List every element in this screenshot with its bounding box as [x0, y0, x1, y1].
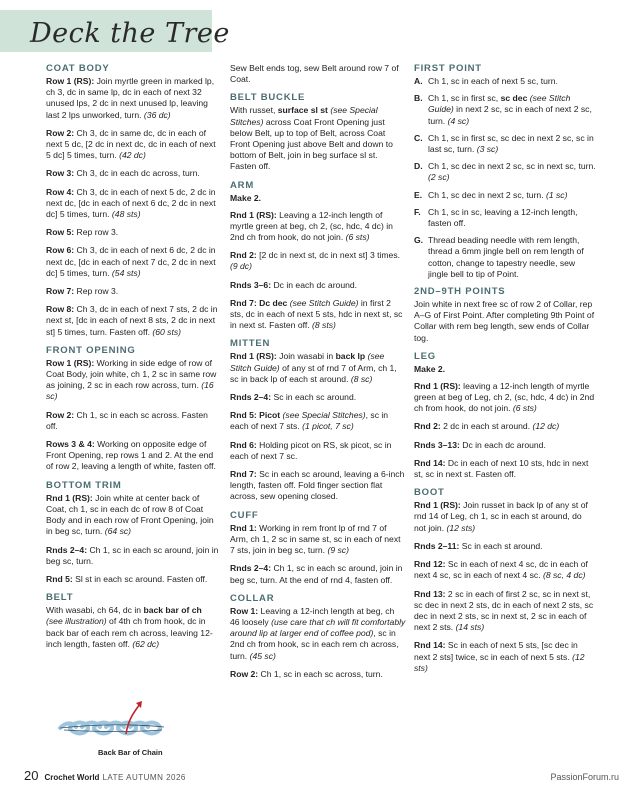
instruction-paragraph [414, 541, 596, 552]
instruction-text: Join white in next free sc of row 2 of Collar, rep A–G of First Point. After completing 9th Point of Collar with rem beg length, sew ends of Collar tog. [414, 299, 595, 343]
instruction-text: Rep row 3. [74, 227, 119, 238]
stitch-count-note: (45 sc) [249, 650, 276, 661]
instruction-paragraph [230, 105, 406, 172]
section [230, 92, 406, 172]
section [414, 487, 596, 674]
instruction-text: Sc in each st around. [459, 540, 543, 551]
instruction-paragraph [46, 439, 220, 473]
section [414, 351, 596, 480]
instruction-paragraph [46, 358, 220, 403]
stitch-count-note: (see Stitch Guide) [289, 297, 359, 308]
section [414, 63, 596, 280]
step-text [428, 161, 596, 183]
instruction-paragraph [414, 559, 596, 581]
instruction-text: Sc in each sc around. [271, 392, 357, 403]
instruction-text: Join myrtle green in marked lp, ch 3, dc in same lp, dc in each of next 32 unused lps, 2 dc in next unused lp, leaving last 2 lps unworked, turn. [46, 76, 215, 120]
instruction-paragraph [46, 168, 220, 179]
stitch-count-note: (62 dc) [132, 638, 160, 649]
section-heading: 2ND–9TH POINTS [414, 286, 506, 298]
make-count: Make 2. [230, 192, 262, 203]
instruction-text: With russet, [230, 105, 278, 116]
column-left [46, 63, 220, 657]
stitch-count-note: (12 sts) [446, 522, 476, 533]
instruction-label: Rnd 1 (RS): [414, 500, 461, 511]
section [414, 286, 596, 344]
instruction-paragraph [46, 76, 220, 121]
stitch-count-note: (60 sts) [152, 326, 182, 337]
instruction-text: 2 dc in each st around. [440, 421, 533, 432]
instruction-text: Ch 1, sc dec in next 2 sc, sc in next sc, turn. [428, 161, 596, 172]
stitch-count-note: (14 sts) [455, 622, 485, 633]
instruction-text: Ch 1, sc in first sc, [428, 93, 501, 104]
section [46, 592, 220, 650]
instruction-text: 2 sc in each of first 2 sc, sc in next st, sc dec in next 2 sts, dc in each of next 2 sts, sc dec in next 2 sts, sc in next st, 2 sc in each of next 2 sts. [414, 588, 594, 633]
section [230, 180, 406, 332]
instruction-paragraph [414, 640, 596, 674]
instruction-paragraph [414, 299, 596, 344]
section [46, 480, 220, 585]
instruction-text: Join russet in back lp of any st of rnd 14 of Leg, ch 1, sc in each st around, do not join. [414, 500, 588, 533]
instruction-text: Ch 1, sc in each sc around, join in beg sc, turn. At the end of rnd 4, fasten off. [230, 563, 403, 585]
instruction-text: Sl st in each sc around. Fasten off. [72, 573, 208, 584]
instruction-label: Row 2: [46, 409, 75, 420]
instruction-text: Sc in each of next 5 sts, [sc dec in next 2 sts] twice, sc in each of next 5 sts. [414, 640, 578, 662]
magazine-name: Crochet World [44, 773, 100, 782]
instruction-paragraph [414, 381, 596, 415]
instruction-text: Ch 1, sc in each sc across, turn. [258, 668, 383, 679]
instruction-label: Row 1 (RS): [46, 76, 95, 86]
instruction-text: Ch 3, dc in each of next 5 dc, 2 dc in next dc, [dc in each of next 6 dc, 2 dc in next dc] 5 times, turn. [46, 186, 216, 220]
section-heading: COLLAR [230, 592, 275, 604]
section-heading: MITTEN [230, 338, 271, 350]
stitch-count-note: (8 sc) [350, 373, 373, 384]
instruction-text: With wasabi, ch 64, dc in [46, 605, 144, 616]
section-heading: FIRST POINT [414, 63, 482, 74]
instruction-paragraph [46, 605, 220, 650]
stitch-count-note: (see illustration) [46, 616, 107, 627]
step-item [414, 235, 596, 280]
instruction-paragraph [46, 545, 220, 567]
stitch-count-note: (4 sc) [447, 115, 470, 126]
section [230, 593, 406, 680]
stitch-count-note: (64 sc) [104, 526, 132, 537]
step-item [414, 207, 596, 229]
instruction-text: Leaving a 12-inch length of myrtle green at beg, ch 2, (sc, hdc, 4 dc) in 2nd ch from hook, do not join. [230, 209, 393, 243]
page-footer [24, 768, 186, 783]
instruction-text: Ch 3, dc in each of next 7 sts, 2 dc in next st, [dc in each of next 8 sts, 2 dc in next st] 5 times, turn. Fasten off. [46, 304, 218, 337]
step-letter: D. [414, 161, 423, 172]
instruction-text: Ch 1, sc in sc, leaving a 12-inch length, fasten off. [428, 206, 578, 229]
instruction-label: back bar of ch [143, 605, 202, 616]
issue-label: LATE AUTUMN 2026 [102, 773, 186, 782]
step-letter: A. [414, 76, 423, 86]
instruction-label: Row 1 (RS): [46, 357, 95, 368]
instruction-text: [2 dc in next st, dc in next st] 3 times. [256, 250, 401, 261]
instruction-label: Rnd 1 (RS): [230, 209, 277, 220]
section [230, 510, 406, 586]
instruction-label: Rnd 5: [46, 573, 73, 584]
instruction-paragraph [230, 250, 406, 272]
step-item [414, 190, 596, 201]
stitch-count-note: (3 sc) [476, 144, 499, 155]
instruction-label: Rnd 6: [230, 439, 257, 450]
instruction-text: Join white at center back of Coat, ch 1, sc in each dc of row 8 of Coat Body and in each row of Front Opening, join in beg sc, turn. [46, 492, 214, 537]
stitch-count-note: (1 sc) [545, 189, 568, 200]
stitch-count-note: (54 sts) [111, 267, 141, 278]
step-letter: F. [414, 206, 421, 217]
illustration-caption: Back Bar of Chain [98, 748, 163, 757]
section-heading: BOTTOM TRIM [46, 479, 122, 491]
instruction-text: Working in side edge of row of Coat Body, join white, ch 1, 2 sc in same row as joining, 2 sc in each row across, turn. [46, 357, 217, 391]
instruction-text: Working on opposite edge of Front Opening, rep rows 1 and 2. At the end of row 2, leaving a length of white, fasten off. [46, 439, 216, 472]
stitch-count-note: (36 dc) [143, 109, 171, 120]
instruction-text: , sc in 2nd ch from hook, sc in each rem ch across, turn. [230, 628, 399, 661]
instruction-label: Row 7: [46, 286, 75, 297]
instruction-text: Sc in each of next 4 sc, dc in each of next 4 sc, sc in each of next 4 sc. [414, 559, 588, 581]
step-text [428, 190, 567, 201]
watermark: PassionForum.ru [550, 772, 619, 782]
instruction-label: Row 4: [46, 186, 75, 197]
instruction-paragraph [46, 410, 220, 432]
instruction-label: Row 5: [46, 227, 75, 238]
instruction-paragraph [230, 410, 406, 432]
instruction-label: Rnd 7: Dc dec [230, 297, 288, 308]
instruction-paragraph [230, 563, 406, 585]
instruction-label: Row 3: [46, 168, 75, 179]
instruction-text: Sc in each sc around, leaving a 6-inch length, fasten off. Fold finger section flat across, sew opening closed. [230, 469, 405, 502]
step-text [428, 93, 596, 127]
step-item [414, 93, 596, 127]
instruction-label: Row 6: [46, 245, 75, 256]
stitch-count-note: (8 sts) [312, 320, 336, 331]
instruction-paragraph [230, 298, 406, 332]
step-text [428, 235, 596, 280]
instruction-paragraph [46, 227, 220, 238]
instruction-paragraph [230, 469, 406, 503]
instruction-text: Working in rem front lp of rnd 7 of Arm, ch 1, 2 sc in same st, sc in each of next 7 sts, join in beg sc, turn. [230, 522, 401, 556]
instruction-paragraph [414, 458, 596, 480]
section-heading: CUFF [230, 509, 259, 521]
step-text [428, 76, 558, 87]
instruction-text: Thread beading needle with rem length, thread a 6mm jingle bell on rem length of cotton, change to tapestry needle, sew jingle bell to tip of Point. [428, 235, 584, 279]
instruction-label: Rnds 2–4: [46, 544, 88, 555]
back-bar-chain-illustration [56, 694, 176, 746]
instruction-text: Ch 3, dc in each of next 6 dc, 2 dc in next dc, [dc in each of next 7 dc, 2 dc in next dc] 5 times, turn. [46, 245, 216, 278]
instruction-paragraph [230, 523, 406, 557]
instruction-label: Rnd 1 (RS): [230, 351, 277, 362]
stitch-count-note: (use care that ch will fit comfortably around lip at larger end of coffee pod) [230, 616, 406, 639]
step-text [428, 133, 596, 155]
instruction-label: surface sl st [277, 105, 328, 116]
instruction-text: Leaving a 12-inch length at beg, ch 46 loosely [230, 605, 395, 627]
instruction-label: Rnd 13: [414, 588, 446, 599]
instruction-label: Row 2: [46, 127, 75, 138]
instruction-text: Rep row 3. [74, 286, 119, 297]
instruction-label: Rnd 7: [230, 469, 257, 480]
step-letter: C. [414, 132, 423, 143]
column-right [414, 63, 596, 681]
title-banner [0, 10, 230, 52]
step-text [428, 207, 596, 229]
instruction-paragraph [46, 187, 220, 221]
stitch-count-note: (1 picot, 7 sc) [302, 421, 354, 432]
instruction-label: Rnd 1 (RS): [46, 492, 93, 503]
instruction-text: Holding picot on RS, sk picot, sc in each of next 7 sc. [230, 439, 392, 461]
instruction-paragraph [230, 63, 406, 85]
instruction-text: of any st of rnd 7 of Arm, ch 1, sc in back lp of each st around. [230, 362, 397, 384]
instruction-label: Rnds 3–6: [230, 279, 272, 290]
stitch-count-note: (12 sts) [414, 651, 585, 673]
stitch-count-note: (see Special Stitches) [282, 410, 366, 421]
instruction-paragraph [46, 286, 220, 297]
section-heading: BELT [46, 592, 74, 604]
section-heading: BELT BUCKLE [230, 92, 306, 104]
instruction-paragraph [46, 304, 220, 338]
instruction-paragraph [230, 669, 406, 680]
instruction-label: back lp [335, 351, 366, 362]
stitch-count-note: (see Stitch Guide) [230, 351, 385, 373]
instruction-paragraph [230, 280, 406, 291]
stitch-count-note: (16 sc) [46, 380, 214, 402]
step-letter: G. [414, 235, 424, 246]
instruction-text: across Coat Front Opening just below Belt, up to top of Belt, across Coat Front Opening just above Belt and down to bottom of Belt, join in beg surface sl st. Fasten off. [230, 116, 393, 172]
section-heading: COAT BODY [46, 63, 110, 74]
instruction-text: Sew Belt ends tog, sew Belt around row 7 of Coat. [230, 63, 399, 85]
instruction-text: Dc in each of next 10 sts, hdc in next st, sc in next st. Fasten off. [414, 457, 589, 480]
section-heading: BOOT [414, 487, 445, 499]
instruction-paragraph [414, 421, 596, 432]
instruction-paragraph [414, 589, 596, 634]
instruction-label: Rnds 2–4: [230, 392, 272, 403]
instruction-text: Ch 1, sc in each sc across. Fasten off. [46, 409, 208, 431]
instruction-label: Rnd 2: [414, 421, 441, 432]
instruction-label: Rnd 5: Picot [230, 410, 281, 421]
instruction-text: Ch 3, dc in each dc across, turn. [74, 168, 200, 179]
stitch-count-note: (see Stitch Guide) [428, 93, 571, 115]
instruction-text: leaving a 12-inch length of myrtle green at beg of Leg, ch 2, (sc, hdc, 4 dc) in 2nd ch from hook, do not join. [414, 380, 595, 414]
instruction-text: Ch 1, sc dec in next 2 sc, turn. [428, 189, 546, 200]
stitch-count-note: (2 sc) [428, 172, 450, 183]
instruction-paragraph [46, 128, 220, 162]
instruction-paragraph [230, 351, 406, 385]
instruction-label: Rnds 2–11: [414, 540, 460, 551]
section [46, 63, 220, 338]
instruction-label: Rnds 2–4: [230, 563, 272, 574]
stitch-count-note: (42 dc) [119, 150, 146, 161]
instruction-text: Dc in each dc around. [271, 279, 358, 290]
section-heading: ARM [230, 179, 255, 191]
step-item [414, 161, 596, 183]
column-middle [230, 63, 406, 687]
page-number: 20 [24, 768, 39, 783]
instruction-label: Row 8: [46, 304, 75, 315]
instruction-label: Rnd 14: [414, 640, 446, 651]
step-letter: B. [414, 93, 423, 104]
instruction-paragraph [46, 245, 220, 279]
section-heading: LEG [414, 350, 436, 362]
section [230, 338, 406, 502]
step-letter: E. [414, 189, 423, 200]
step-item [414, 133, 596, 155]
instruction-text: Dc in each dc around. [459, 439, 546, 450]
instruction-text: Ch 1, sc in each sc around, join in beg sc, turn. [46, 544, 219, 566]
section [46, 345, 220, 473]
instruction-label: Rnd 14: [414, 457, 446, 468]
stitch-count-note: (12 dc) [532, 421, 560, 432]
instruction-text: in first 2 sts, dc in each of next 5 sts, hdc in next st, sc in next st. Fasten off. [230, 297, 403, 331]
instruction-label: Row 2: [230, 668, 259, 679]
step-item [414, 76, 596, 87]
instruction-label: Row 1: [230, 605, 259, 616]
instruction-text: of 4th ch from hook, dc in back bar of each rem ch across, leaving 12-inch length, fasten off. [46, 616, 213, 649]
instruction-paragraph [46, 493, 220, 538]
instruction-paragraph [414, 440, 596, 451]
instruction-label: Rnd 1: [230, 522, 257, 533]
stitch-count-note: (6 sts) [512, 403, 537, 414]
instruction-paragraph [230, 392, 406, 403]
instruction-label: Rows 3 & 4: [46, 439, 95, 450]
instruction-paragraph [230, 440, 406, 462]
instruction-label: sc dec [500, 93, 528, 104]
stitch-count-note: (see Special Stitches) [230, 105, 378, 127]
instruction-text: Ch 1, sc in first sc, sc dec in next 2 sc, sc in last sc, turn. [428, 132, 594, 155]
stitch-count-note: (9 dc) [230, 261, 252, 272]
instruction-text: , sc in each of next 7 sts. [230, 410, 389, 432]
stitch-count-note: (8 sc, 4 dc) [542, 570, 586, 581]
instruction-label: Rnd 1 (RS): [414, 380, 461, 391]
instruction-paragraph [230, 210, 406, 244]
instruction-paragraph [230, 606, 406, 662]
stitch-count-note: (48 sts) [111, 209, 141, 220]
instruction-label: Rnd 2: [230, 250, 257, 261]
instruction-text: in next 2 sc, sc in each of next 2 sc, turn. [428, 104, 592, 126]
stitch-count-note: (6 sts) [345, 232, 370, 243]
stitch-count-note: (9 sc) [327, 545, 349, 556]
instruction-label: Rnd 12: [414, 559, 446, 570]
instruction-paragraph [414, 500, 596, 534]
instruction-paragraph [46, 574, 220, 585]
section [230, 63, 406, 85]
instruction-text: Ch 3, dc in same dc, dc in each of next 5 dc, [2 dc in next dc, dc in each of next 5 dc] 5 times, turn. [46, 127, 216, 161]
instruction-label: Rnds 3–13: [414, 439, 460, 450]
instruction-text: Ch 1, sc in each of next 5 sc, turn. [428, 76, 558, 86]
section-heading: FRONT OPENING [46, 344, 136, 356]
make-count: Make 2. [414, 363, 446, 374]
page-title: Deck the Tree [30, 18, 230, 49]
instruction-text: Join wasabi in [276, 351, 336, 362]
